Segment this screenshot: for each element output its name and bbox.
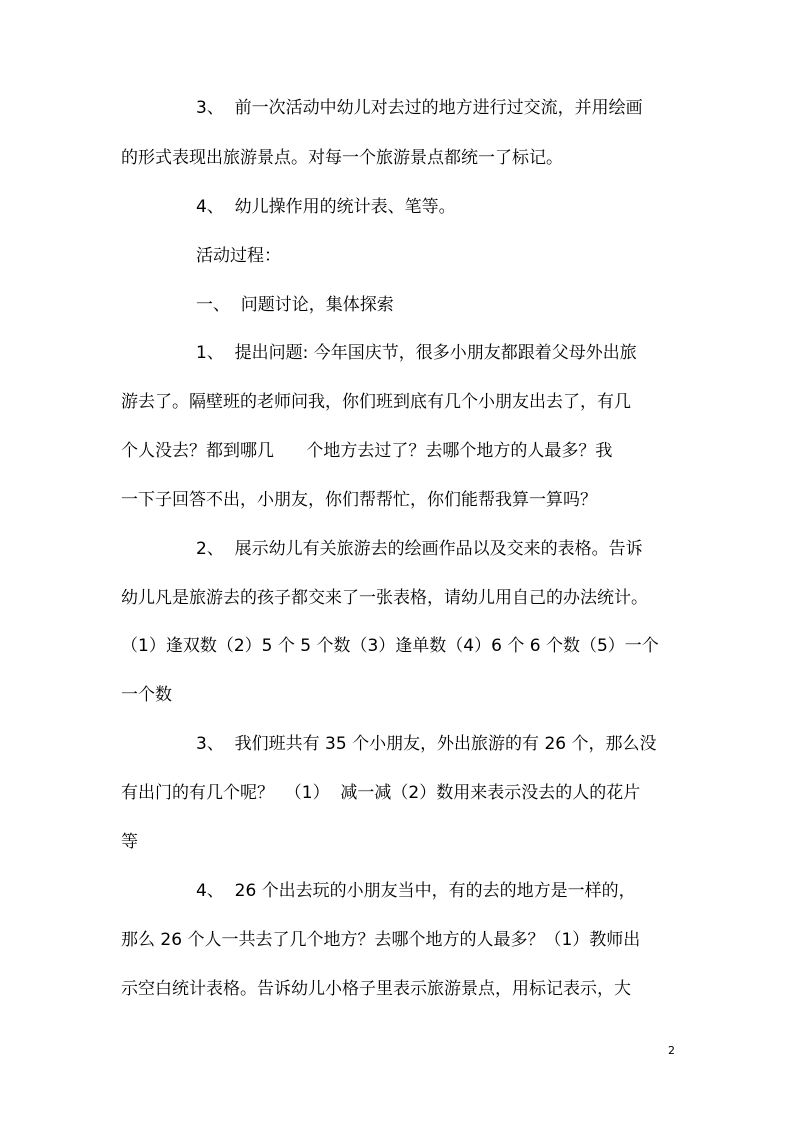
text-line: 的形式表现出旅游景点。对每一个旅游景点都统一了标记。 bbox=[121, 148, 563, 168]
text-line: 一下子回答不出，小朋友，你们帮帮忙，你们能帮我算一算吗？ bbox=[121, 490, 597, 510]
text-line: 4、 26 个出去玩的小朋友当中，有的去的地方是一样的， bbox=[196, 881, 636, 901]
text-line: 2、 展示幼儿有关旅游去的绘画作品以及交来的表格。告诉 bbox=[196, 539, 643, 559]
text-line: 3、 我们班共有 35 个小朋友，外出旅游的有 26 个，那么没 bbox=[196, 734, 657, 754]
text-line: 活动过程： bbox=[196, 246, 281, 266]
text-line: 有出门的有几个呢？ （1） 减一减（2）数用来表示没去的人的花片 bbox=[121, 783, 641, 803]
text-line: 游去了。隔壁班的老师问我，你们班到底有几个小朋友出去了，有几 bbox=[121, 392, 631, 412]
text-line: 那么 26 个人一共去了几个地方？去哪个地方的人最多？（1）教师出 bbox=[121, 930, 641, 950]
text-line: 个人没去？都到哪几 个地方去过了？去哪个地方的人最多？我 bbox=[121, 441, 613, 461]
text-line: 4、 幼儿操作用的统计表、笔等。 bbox=[196, 197, 456, 217]
page-number: 2 bbox=[668, 1044, 675, 1057]
text-line: （1）逢双数（2）5 个 5 个数（3）逢单数（4）6 个 6 个数（5）一个 bbox=[121, 636, 659, 656]
text-line: 等 bbox=[121, 832, 138, 852]
text-line: 示空白统计表格。告诉幼儿小格子里表示旅游景点，用标记表示，大 bbox=[121, 979, 631, 999]
text-line: 一、 问题讨论，集体探索 bbox=[196, 295, 394, 315]
text-line: 幼儿凡是旅游去的孩子都交来了一张表格，请幼儿用自己的办法统计。 bbox=[121, 588, 648, 608]
text-line: 3、 前一次活动中幼儿对去过的地方进行过交流，并用绘画 bbox=[196, 98, 643, 118]
text-line: 一个数 bbox=[121, 685, 172, 705]
text-line: 1、 提出问题: 今年国庆节，很多小朋友都跟着父母外出旅 bbox=[196, 343, 637, 363]
